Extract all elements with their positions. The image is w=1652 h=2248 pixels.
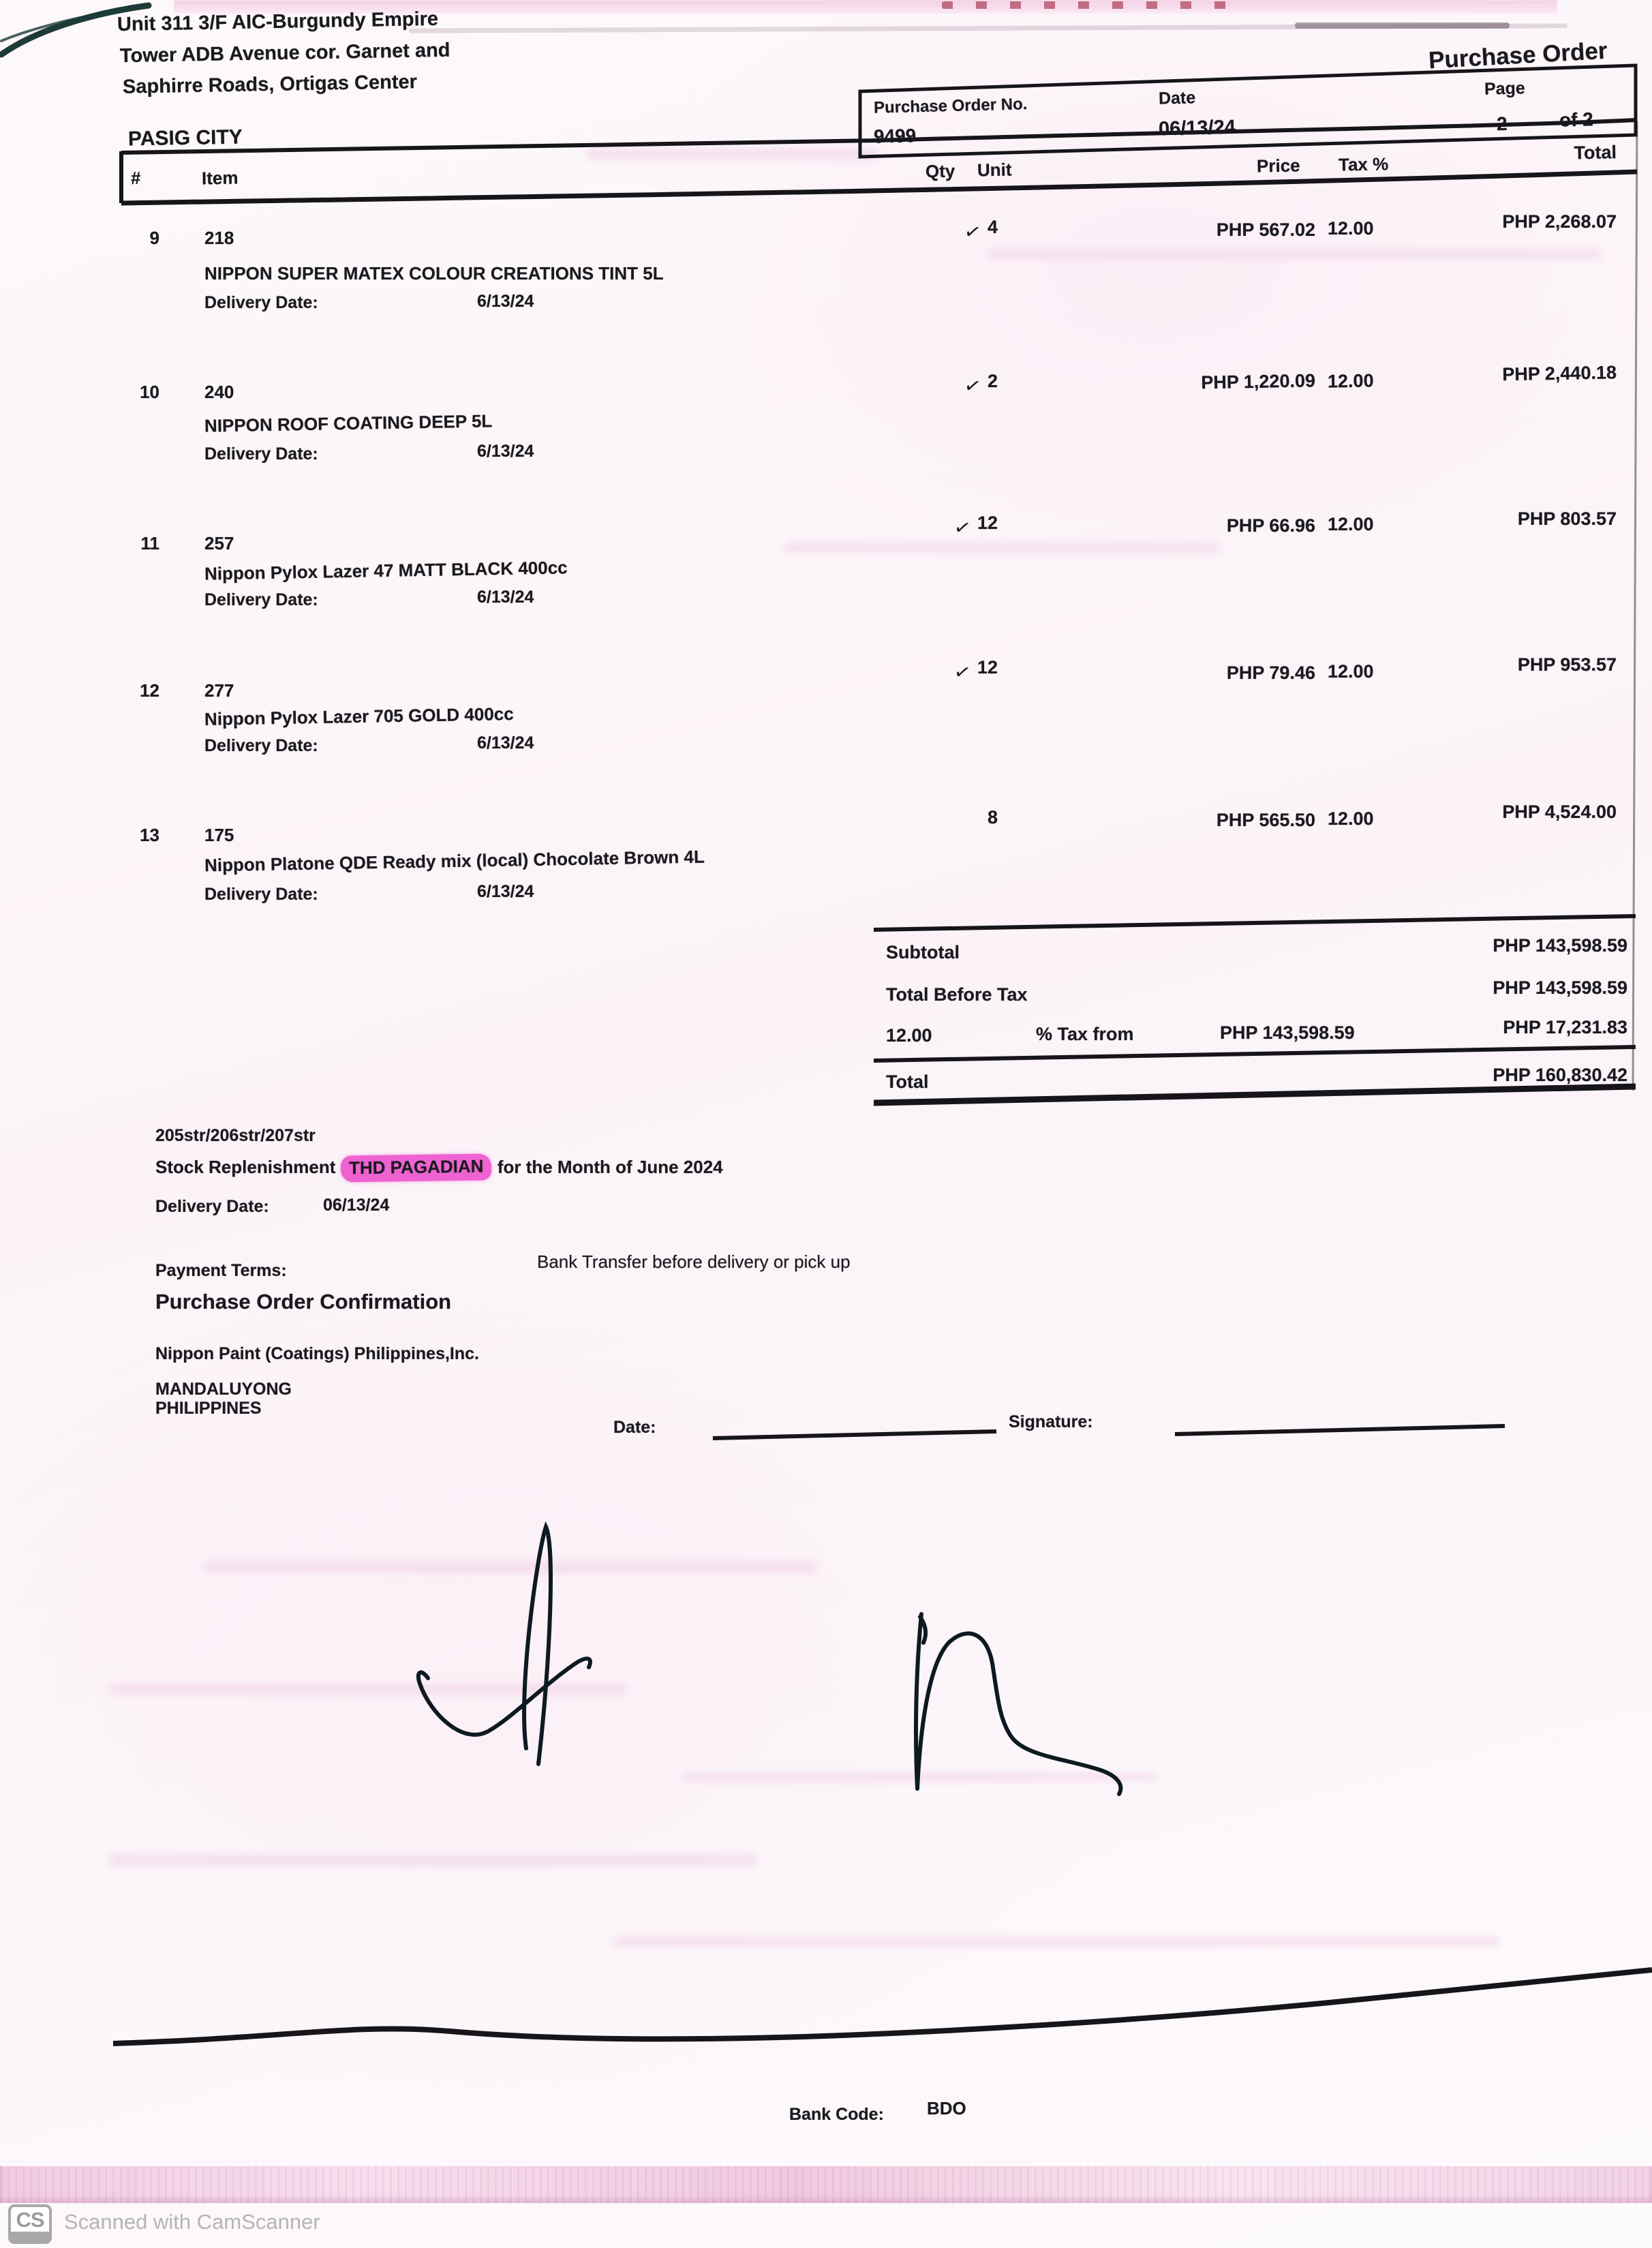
delivery-date-value: 6/13/24 xyxy=(477,442,534,461)
qty-value: 2 xyxy=(987,371,998,391)
payment-terms-value: Bank Transfer before delivery or pick up xyxy=(537,1251,851,1272)
delivery-date-value: 6/13/24 xyxy=(477,882,534,901)
bank-code-value: BDO xyxy=(927,2098,966,2118)
item-code: 277 xyxy=(204,680,234,701)
po-date-value: 06/13/24 xyxy=(1158,116,1236,140)
price-value: PHP 1,220.09 xyxy=(1201,370,1316,393)
totals-mid-border xyxy=(874,1047,1636,1061)
po-date-label: Date xyxy=(1158,88,1196,108)
col-header-qty: Qty xyxy=(925,160,955,182)
tax-value: 12.00 xyxy=(1328,808,1374,829)
camscanner-logo-text: CS xyxy=(16,2208,44,2232)
sign-signature-label: Signature: xyxy=(1009,1412,1093,1431)
item-name: Nippon Platone QDE Ready mix (local) Chocolate Brown 4L xyxy=(204,846,705,876)
subtotal-value: PHP 143,598.59 xyxy=(1493,935,1627,956)
handwritten-check-icon: ✓ xyxy=(951,660,973,686)
subtotal-label: Subtotal xyxy=(886,942,960,962)
total-value: PHP 953.57 xyxy=(1517,654,1617,675)
address-city: PASIG CITY xyxy=(127,125,243,151)
total-value: PHP 803.57 xyxy=(1517,508,1617,529)
row-number: 13 xyxy=(140,825,159,845)
company-country: PHILIPPINES xyxy=(155,1399,262,1418)
signature-scribble-left xyxy=(418,1527,590,1764)
item-code: 175 xyxy=(204,825,234,845)
address-line: Unit 311 3/F AIC-Burgundy Empire xyxy=(117,7,439,36)
signature-scribble-right xyxy=(916,1614,1120,1794)
stock-text-before: Stock Replenishment xyxy=(155,1157,336,1177)
item-code: 218 xyxy=(204,228,234,248)
row-number: 12 xyxy=(140,680,159,701)
item-name: NIPPON ROOF COATING DEEP 5L xyxy=(204,410,493,436)
before-tax-label: Total Before Tax xyxy=(886,984,1028,1005)
company-name: Nippon Paint (Coatings) Philippines,Inc. xyxy=(155,1344,479,1363)
delivery-date-value: 6/13/24 xyxy=(477,733,534,753)
row-number: 10 xyxy=(140,382,159,402)
delivery-date-label: Delivery Date: xyxy=(204,293,318,312)
price-value: PHP 66.96 xyxy=(1226,515,1315,536)
company-city: MANDALUYONG xyxy=(155,1380,292,1399)
before-tax-value: PHP 143,598.59 xyxy=(1493,977,1627,998)
camscanner-watermark-label: Scanned with CamScanner xyxy=(64,2210,320,2234)
grand-total-label: Total xyxy=(886,1072,929,1092)
qty-value: 4 xyxy=(987,217,998,237)
item-code: 240 xyxy=(204,382,234,402)
sign-date-label: Date: xyxy=(613,1418,656,1437)
tax-rate: 12.00 xyxy=(886,1025,932,1046)
delivery-date-label: Delivery Date: xyxy=(204,736,318,755)
delivery-date-label: Delivery Date: xyxy=(204,590,318,609)
stock-text-after: for the Month of June 2024 xyxy=(497,1157,723,1177)
qty-value: 12 xyxy=(977,657,998,678)
qty-value: 8 xyxy=(987,807,998,827)
page-title: Purchase Order xyxy=(1428,37,1608,74)
address-line: Tower ADB Avenue cor. Garnet and xyxy=(119,39,450,67)
bank-code-label: Bank Code: xyxy=(789,2105,884,2124)
delivery-date-value: 6/13/24 xyxy=(477,292,534,311)
signature-signing-line xyxy=(1175,1426,1505,1434)
po-number-value: 9499 xyxy=(873,125,917,147)
tax-label: % Tax from xyxy=(1036,1024,1134,1044)
payment-terms-label: Payment Terms: xyxy=(155,1261,287,1280)
total-value: PHP 2,268.07 xyxy=(1502,211,1617,232)
stock-replenishment-line xyxy=(155,1155,723,1181)
handwritten-check-icon: ✓ xyxy=(962,374,983,399)
tax-value: 12.00 xyxy=(1328,661,1374,682)
delivery-date-value: 6/13/24 xyxy=(477,588,534,607)
address-line: Saphirre Roads, Ortigas Center xyxy=(122,71,418,98)
bottom-rule-line xyxy=(113,1970,1652,2044)
qty-value: 12 xyxy=(977,513,998,533)
date-signing-line xyxy=(713,1431,996,1438)
col-header-tax: Tax % xyxy=(1338,153,1389,175)
po-page-label: Page xyxy=(1484,78,1526,99)
delivery-date-label: Delivery Date: xyxy=(204,885,318,904)
price-value: PHP 567.02 xyxy=(1216,219,1315,240)
confirmation-title: Purchase Order Confirmation xyxy=(155,1290,452,1313)
item-name: NIPPON SUPER MATEX COLOUR CREATIONS TINT 5L xyxy=(204,263,664,284)
price-value: PHP 565.50 xyxy=(1216,810,1315,830)
po-page-number: 2 xyxy=(1496,112,1508,135)
table-header-bottom-border xyxy=(121,172,1637,203)
delivery-date-label: Delivery Date: xyxy=(204,444,318,464)
col-header-total: Total xyxy=(1574,142,1617,164)
item-code: 257 xyxy=(204,533,234,553)
row-number: 11 xyxy=(140,533,159,553)
total-value: PHP 4,524.00 xyxy=(1502,802,1617,822)
qty-cell xyxy=(927,807,998,828)
handwritten-check-icon: ✓ xyxy=(962,219,983,245)
col-header-item: Item xyxy=(201,167,239,189)
tax-amount-value: PHP 17,231.83 xyxy=(1503,1017,1627,1037)
tax-base: PHP 143,598.59 xyxy=(1220,1022,1355,1043)
qty-cell xyxy=(927,217,998,245)
po-number-label: Purchase Order No. xyxy=(873,95,1028,117)
item-name: Nippon Pylox Lazer 47 MATT BLACK 400cc xyxy=(204,557,568,584)
col-header-unit: Unit xyxy=(977,159,1012,181)
col-header-num: # xyxy=(130,167,141,189)
tax-value: 12.00 xyxy=(1328,514,1374,534)
qty-cell xyxy=(927,371,998,399)
price-value: PHP 79.46 xyxy=(1226,663,1315,683)
totals-bottom-border xyxy=(874,1087,1636,1103)
qty-cell xyxy=(927,657,998,686)
col-header-price: Price xyxy=(1256,155,1300,177)
totals-top-border xyxy=(874,916,1636,930)
po-page-total: of 2 xyxy=(1559,108,1594,131)
total-value: PHP 2,440.18 xyxy=(1502,362,1617,385)
row-number: 9 xyxy=(149,228,159,248)
item-name: Nippon Pylox Lazer 705 GOLD 400cc xyxy=(204,703,514,729)
notes-delivery-label: Delivery Date: xyxy=(155,1197,269,1216)
grand-total-value: PHP 160,830.42 xyxy=(1493,1065,1627,1085)
notes-delivery-value: 06/13/24 xyxy=(323,1196,390,1215)
highlighted-branch-name: THD PAGADIAN xyxy=(341,1153,492,1182)
table-right-border xyxy=(1633,121,1637,1091)
str-codes: 205str/206str/207str xyxy=(155,1126,316,1145)
tax-value: 12.00 xyxy=(1328,218,1374,239)
qty-cell xyxy=(927,513,998,541)
handwritten-check-icon: ✓ xyxy=(951,515,973,541)
tax-value: 12.00 xyxy=(1327,370,1374,392)
